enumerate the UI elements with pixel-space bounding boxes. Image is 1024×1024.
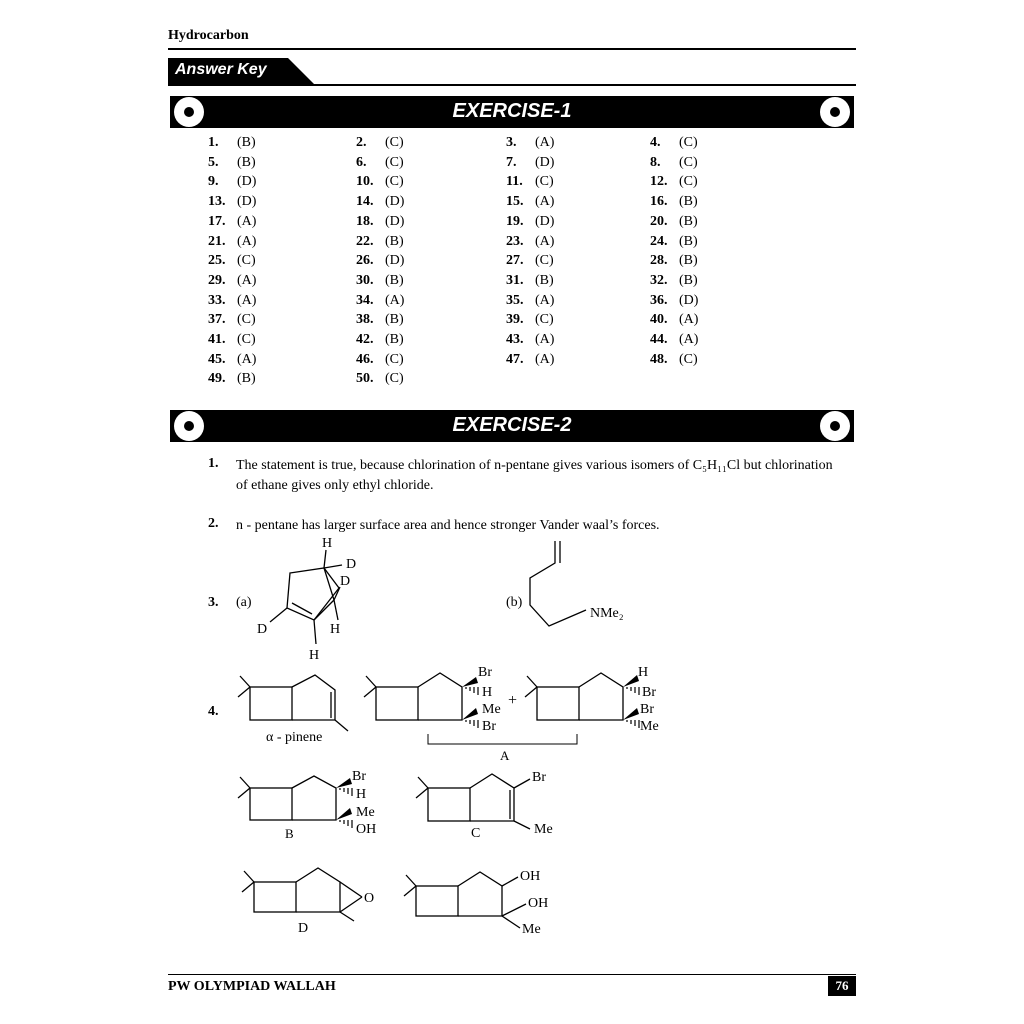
diol-structure bbox=[404, 872, 526, 928]
question-number: 37. bbox=[208, 312, 226, 328]
question-number: 48. bbox=[650, 351, 668, 367]
answer-option: (B) bbox=[679, 233, 698, 249]
question-text: n - pentane has larger surface area and hence stronger Vander waal’s forces. bbox=[236, 518, 660, 533]
answer-option: (B) bbox=[385, 312, 404, 328]
answer-option: (D) bbox=[237, 194, 257, 210]
part-b-label: (b) bbox=[506, 595, 523, 610]
atom-h: H bbox=[330, 622, 341, 637]
atom-br: Br bbox=[532, 770, 546, 785]
question-number: 32. bbox=[650, 272, 668, 288]
answer-option: (A) bbox=[535, 135, 555, 150]
question-number: 6. bbox=[356, 154, 367, 170]
question-number: 33. bbox=[208, 292, 226, 308]
question-number: 7. bbox=[506, 154, 517, 170]
question-number: 27. bbox=[506, 253, 524, 269]
page-header-title: Hydrocarbon bbox=[168, 28, 249, 43]
question-number: 16. bbox=[650, 194, 668, 210]
question-number: 43. bbox=[506, 332, 524, 347]
wedge-bond bbox=[623, 675, 639, 687]
answer-option: (C) bbox=[679, 351, 698, 367]
nme2-group: NMe₂ bbox=[590, 606, 624, 621]
atom-br: Br bbox=[352, 769, 366, 784]
question-number: 24. bbox=[650, 233, 668, 249]
answer-option: (B) bbox=[679, 194, 698, 210]
question-number: 2. bbox=[208, 516, 219, 531]
question-number: 47. bbox=[506, 351, 524, 367]
answer-option: (C) bbox=[237, 253, 256, 269]
answer-option: (C) bbox=[535, 174, 554, 190]
question-number: 5. bbox=[208, 154, 219, 170]
exercise2-title: EXERCISE-2 bbox=[452, 414, 572, 436]
question-number: 38. bbox=[356, 312, 374, 328]
atom-d: D bbox=[346, 557, 357, 572]
page-number: 76 bbox=[828, 976, 856, 996]
question-number: 15. bbox=[506, 194, 524, 210]
answer-option: (C) bbox=[679, 154, 698, 170]
question-number: 4. bbox=[208, 704, 219, 719]
answer-option: (A) bbox=[237, 233, 257, 249]
answer-option: (D) bbox=[385, 253, 405, 269]
answer-option: (D) bbox=[385, 194, 405, 210]
answer-option: (C) bbox=[679, 135, 698, 150]
answer-option: (D) bbox=[679, 292, 699, 308]
question-number: 35. bbox=[506, 292, 524, 308]
answer-option: (C) bbox=[385, 351, 404, 367]
alpha-pinene-label: α - pinene bbox=[266, 730, 323, 745]
question-number: 23. bbox=[506, 233, 524, 249]
atom-me: Me bbox=[482, 702, 501, 717]
question-number: 13. bbox=[208, 194, 226, 210]
question-text-line: of ethane gives only ethyl chloride. bbox=[236, 478, 434, 493]
answer-option: (B) bbox=[385, 272, 404, 288]
question-number: 26. bbox=[356, 253, 374, 269]
amine-structure-b bbox=[530, 541, 586, 626]
dibromide-structure-2 bbox=[525, 673, 623, 720]
question-number: 22. bbox=[356, 233, 374, 249]
answer-option: (B) bbox=[237, 135, 256, 150]
question-number: 28. bbox=[650, 253, 668, 269]
question-number: 19. bbox=[506, 213, 524, 229]
answer-option: (C) bbox=[385, 174, 404, 190]
atom-me: Me bbox=[534, 822, 553, 837]
answer-option: (A) bbox=[237, 292, 257, 308]
structure-label-b: B bbox=[285, 826, 294, 841]
answer-option: (C) bbox=[385, 154, 404, 170]
answer-option: (A) bbox=[237, 351, 257, 367]
question-number: 20. bbox=[650, 213, 668, 229]
question-number: 39. bbox=[506, 312, 524, 328]
atom-oh: OH bbox=[520, 869, 541, 884]
wedge-bond bbox=[462, 708, 478, 720]
answer-option: (C) bbox=[679, 174, 698, 190]
part-a-label: (a) bbox=[236, 595, 252, 610]
atom-br: Br bbox=[478, 665, 492, 680]
vinyl-bromide-structure-c bbox=[416, 774, 530, 829]
alpha-pinene-structure bbox=[238, 675, 348, 731]
answer-option: (A) bbox=[679, 312, 699, 328]
question-number: 3. bbox=[506, 135, 517, 150]
atom-d: D bbox=[340, 574, 351, 589]
answer-option: (B) bbox=[535, 272, 554, 288]
answer-option: (D) bbox=[237, 174, 257, 190]
question-number: 2. bbox=[356, 135, 367, 150]
product-bracket bbox=[428, 734, 577, 744]
question-number: 49. bbox=[208, 371, 226, 387]
epoxide-structure-d bbox=[242, 868, 362, 921]
plus-sign: + bbox=[508, 692, 518, 709]
atom-h: H bbox=[356, 787, 367, 802]
hash-bond bbox=[466, 720, 478, 728]
atom-h: H bbox=[322, 536, 333, 551]
dibromide-structure-1 bbox=[364, 673, 462, 720]
answer-option: (A) bbox=[237, 213, 257, 229]
question-number: 10. bbox=[356, 174, 374, 190]
atom-o: O bbox=[364, 891, 375, 906]
question-number: 14. bbox=[356, 194, 374, 210]
structure-label-d: D bbox=[298, 921, 309, 936]
question-number: 1. bbox=[208, 135, 219, 150]
atom-oh: OH bbox=[528, 896, 549, 911]
wedge-bond bbox=[623, 708, 639, 720]
answer-option: (C) bbox=[237, 312, 256, 328]
answer-option: (A) bbox=[535, 233, 555, 249]
question-number: 17. bbox=[208, 213, 226, 229]
bromohydrin-structure-b bbox=[238, 776, 336, 820]
answer-option: (A) bbox=[535, 292, 555, 308]
answer-option: (C) bbox=[535, 312, 554, 328]
atom-br: Br bbox=[642, 685, 656, 700]
answer-option: (D) bbox=[385, 213, 405, 229]
question-number: 3. bbox=[208, 595, 219, 610]
wedge-bond bbox=[336, 808, 352, 820]
question-number: 30. bbox=[356, 272, 374, 288]
question-number: 50. bbox=[356, 371, 374, 387]
question-number: 46. bbox=[356, 351, 374, 367]
answer-option: (B) bbox=[237, 154, 256, 170]
hash-bond bbox=[340, 820, 352, 828]
answer-option: (D) bbox=[535, 154, 555, 170]
question-number: 29. bbox=[208, 272, 226, 288]
atom-br: Br bbox=[482, 719, 496, 734]
question-number: 42. bbox=[356, 332, 374, 347]
answer-option: (B) bbox=[237, 371, 256, 387]
atom-me: Me bbox=[522, 922, 541, 937]
question-number: 9. bbox=[208, 174, 219, 190]
answer-option: (A) bbox=[679, 332, 699, 347]
atom-oh: OH bbox=[356, 822, 377, 837]
answer-key-label: Answer Key bbox=[175, 61, 267, 78]
question-number: 40. bbox=[650, 312, 668, 328]
hash-bond bbox=[340, 788, 352, 796]
question-number: 31. bbox=[506, 272, 524, 288]
question-number: 12. bbox=[650, 174, 668, 190]
question-number: 34. bbox=[356, 292, 374, 308]
wedge-bond bbox=[462, 677, 478, 687]
question-number: 36. bbox=[650, 292, 668, 308]
answer-option: (B) bbox=[385, 332, 404, 347]
answer-option: (A) bbox=[237, 272, 257, 288]
answer-option: (C) bbox=[535, 253, 554, 269]
wedge-bond bbox=[336, 778, 352, 788]
atom-me: Me bbox=[640, 719, 659, 734]
atom-d: D bbox=[257, 622, 268, 637]
question-number: 21. bbox=[208, 233, 226, 249]
question-number: 44. bbox=[650, 332, 668, 347]
question-number: 1. bbox=[208, 456, 219, 471]
answer-option: (A) bbox=[535, 351, 555, 367]
atom-h: H bbox=[309, 648, 320, 663]
answer-option: (B) bbox=[679, 213, 698, 229]
question-number: 8. bbox=[650, 154, 661, 170]
question-number: 4. bbox=[650, 135, 661, 150]
atom-me: Me bbox=[356, 805, 375, 820]
answer-option: (C) bbox=[237, 332, 256, 347]
hash-bond bbox=[466, 687, 478, 695]
hash-bond bbox=[627, 687, 639, 695]
footer-rule bbox=[168, 974, 856, 975]
question-number: 18. bbox=[356, 213, 374, 229]
answer-option: (B) bbox=[679, 272, 698, 288]
atom-br: Br bbox=[640, 702, 654, 717]
atom-h: H bbox=[638, 665, 649, 680]
answer-option: (C) bbox=[385, 371, 404, 387]
question-number: 45. bbox=[208, 351, 226, 367]
answer-option: (B) bbox=[385, 233, 404, 249]
atom-h: H bbox=[482, 685, 493, 700]
answer-option: (A) bbox=[385, 292, 405, 308]
answer-option: (A) bbox=[535, 332, 555, 347]
structure-label-c: C bbox=[471, 826, 481, 841]
question-text-line: The statement is true, because chlorination of n-pentane gives various isomers of C₅H₁₁Cl but chlorination bbox=[236, 458, 833, 473]
answer-option: (A) bbox=[535, 194, 555, 210]
answer-option: (D) bbox=[535, 213, 555, 229]
question-number: 41. bbox=[208, 332, 226, 347]
hash-bond bbox=[627, 720, 639, 728]
question-number: 11. bbox=[506, 174, 523, 190]
answer-option: (B) bbox=[679, 253, 698, 269]
bracket-label: A bbox=[500, 748, 510, 763]
exercise1-title: EXERCISE-1 bbox=[452, 100, 572, 122]
answer-option: (C) bbox=[385, 135, 404, 150]
question-number: 25. bbox=[208, 253, 226, 269]
footer-brand: PW OLYMPIAD WALLAH bbox=[168, 979, 336, 994]
